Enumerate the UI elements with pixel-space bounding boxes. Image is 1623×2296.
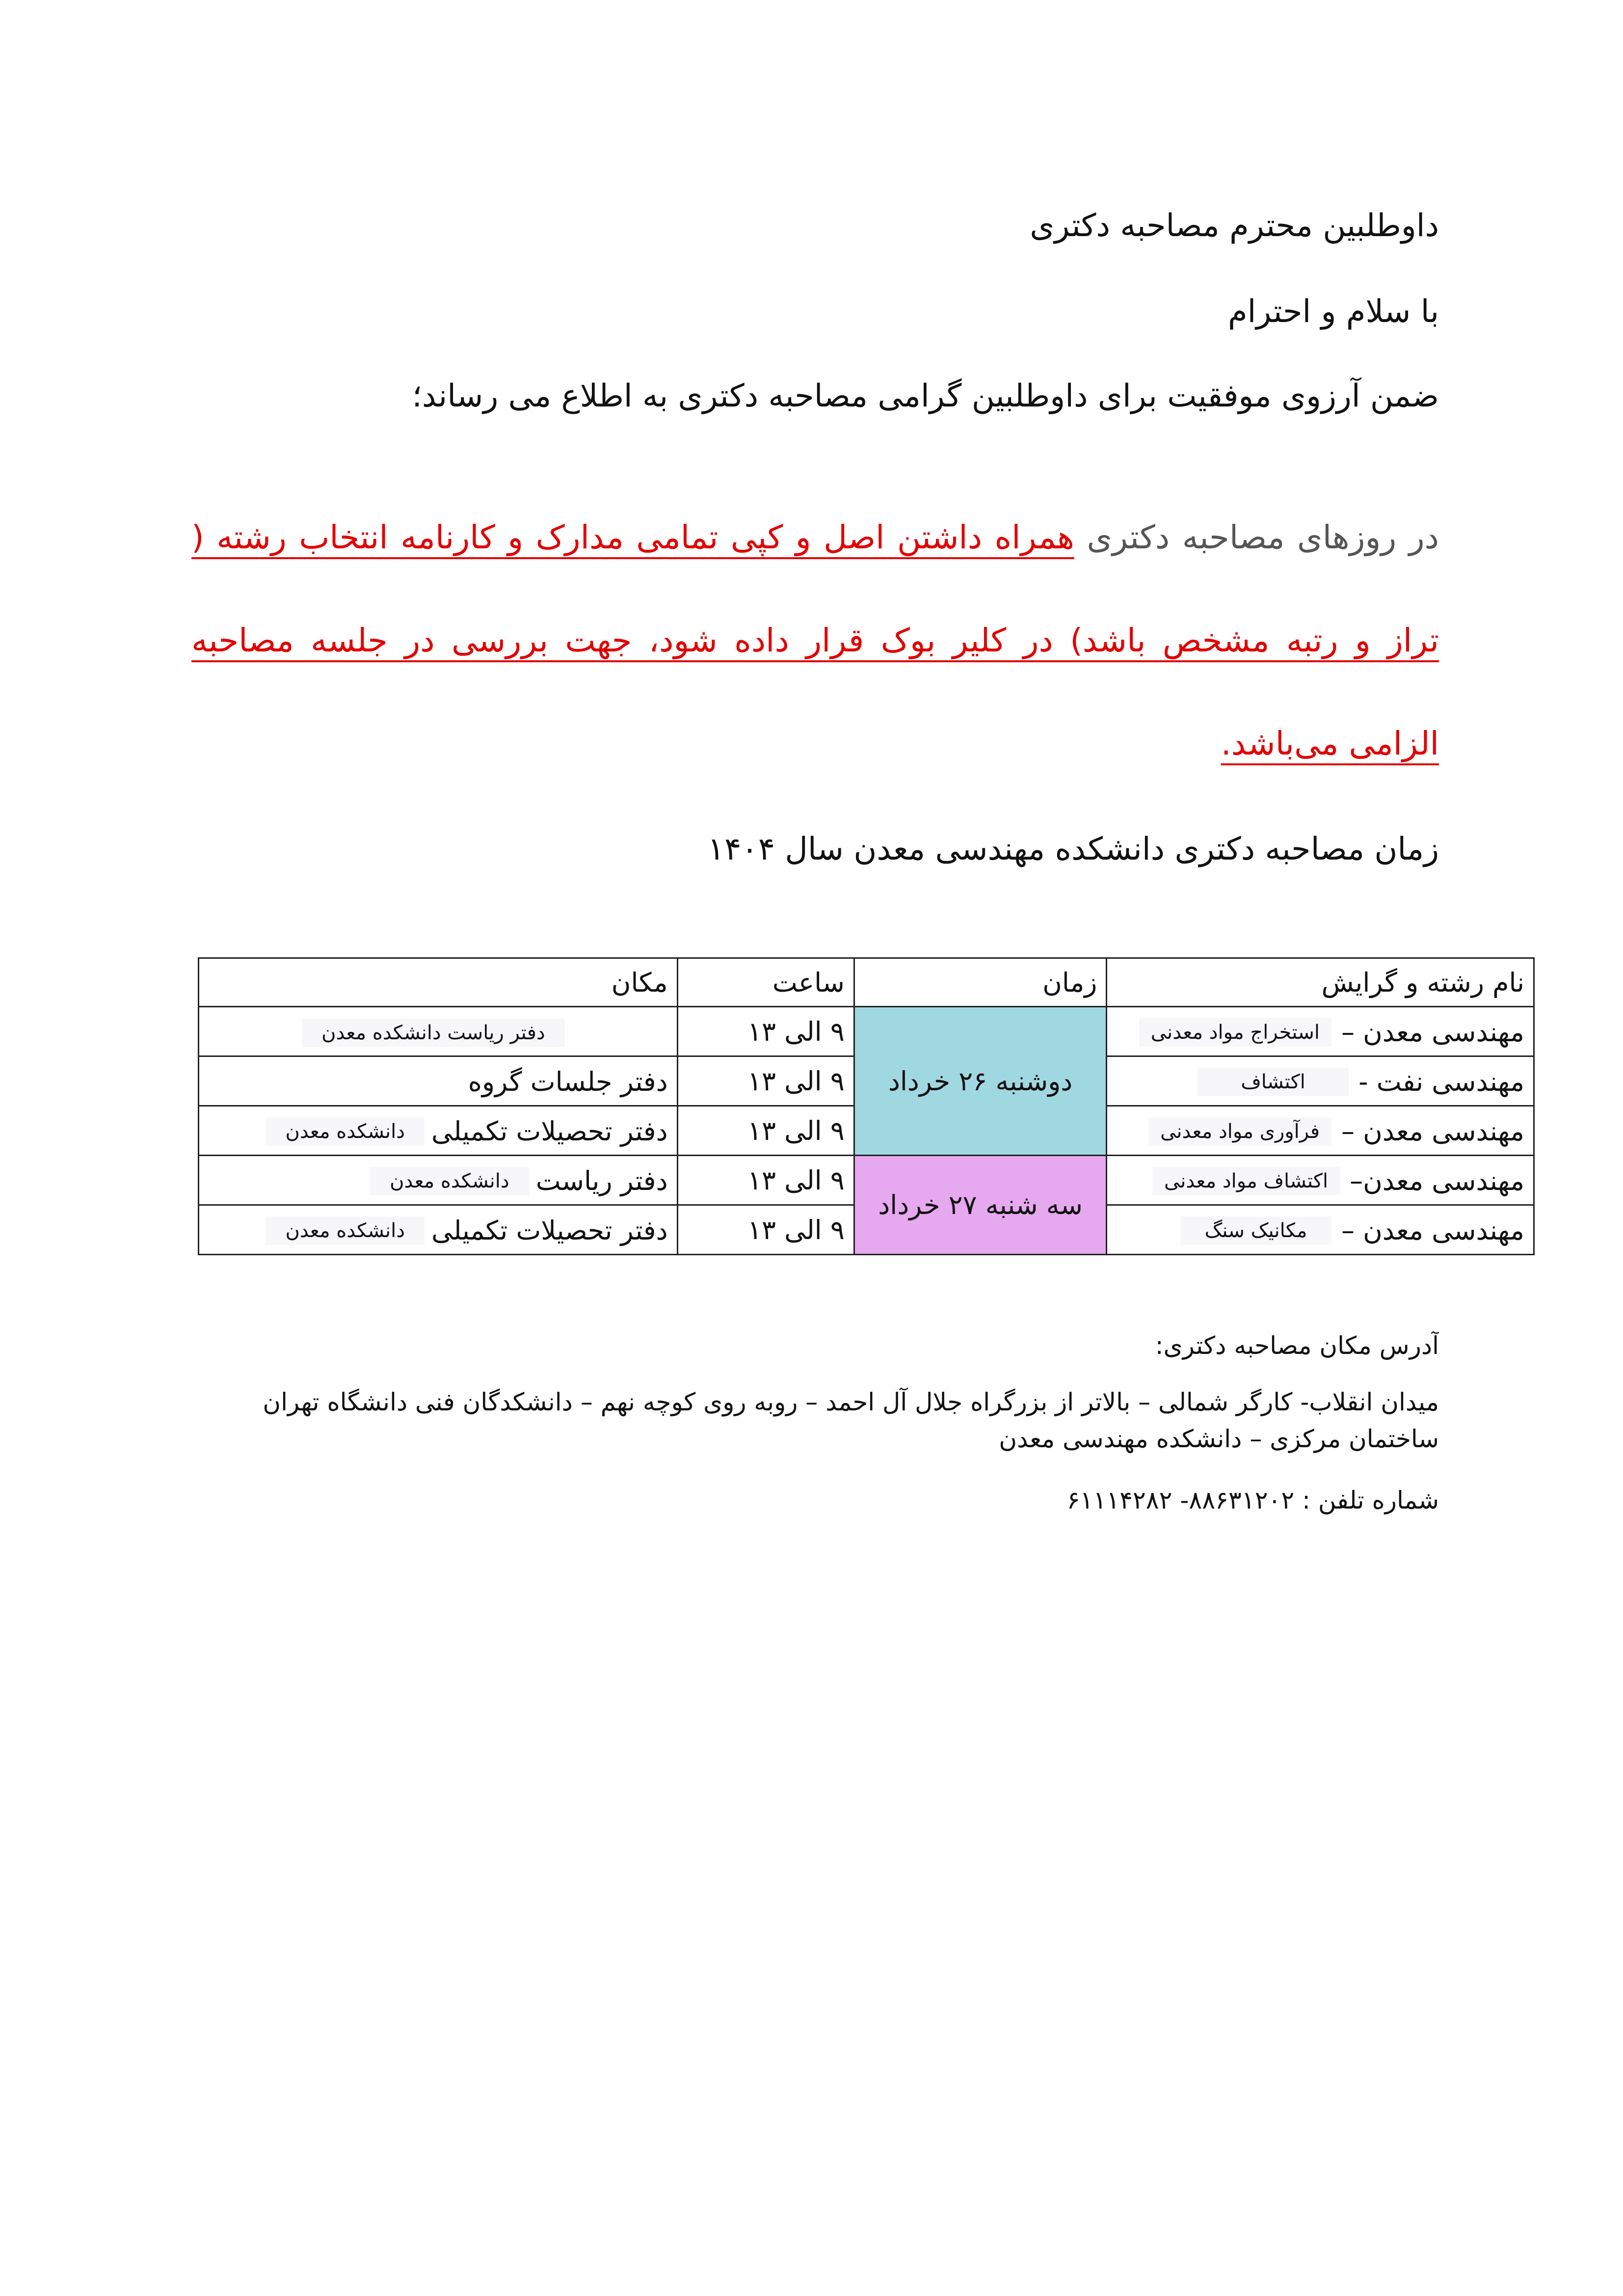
hour-cell: ۹ الی ۱۳ [677, 1205, 854, 1255]
field-cell [1107, 1007, 1534, 1056]
table-row [199, 1007, 1534, 1056]
table-row [199, 1156, 1534, 1205]
hour-cell: ۹ الی ۱۳ [677, 1056, 854, 1106]
field-name: مهندسی معدن – [1341, 1116, 1524, 1147]
address-label: آدرس مکان مصاحبه دکتری: [1155, 1331, 1439, 1360]
header-hour: ساعت [677, 958, 854, 1007]
place-cell [199, 1156, 678, 1205]
header-place: مکان [199, 958, 678, 1007]
field-name: مهندسی معدن – [1341, 1215, 1524, 1246]
field-name: مهندسی معدن – [1341, 1017, 1524, 1048]
place-name: دفتر تحصیلات تکمیلی [431, 1215, 668, 1246]
date-cell-tuesday: سه شنبه ۲۷ خرداد [854, 1156, 1107, 1255]
salutation: داوطلبین محترم مصاحبه دکتری [1030, 208, 1439, 244]
address-line-1: میدان انقلاب- کارگر شمالی – بالاتر از بزرگراه جلال آل احمد – روبه روی کوچه نهم – دانشکدگان فنی دانشگاه تهران [263, 1388, 1439, 1416]
place-detail: دانشکده معدن [266, 1216, 425, 1245]
interview-schedule-table [198, 957, 1535, 1255]
header-field: نام رشته و گرایش [1107, 958, 1534, 1007]
place-cell [199, 1056, 678, 1106]
field-cell [1107, 1156, 1534, 1205]
notice-prefix: در روزهای مصاحبه دکتری [1087, 518, 1439, 556]
field-name: مهندسی معدن– [1350, 1165, 1524, 1197]
place-name: دفتر ریاست [535, 1165, 668, 1197]
place-detail: دفتر ریاست دانشکده معدن [302, 1019, 565, 1047]
intro-text: ضمن آرزوی موفقیت برای داوطلبین گرامی مصاحبه دکتری به اطلاع می رساند؛ [412, 378, 1439, 414]
field-specialization: فرآوری مواد معدنی [1148, 1117, 1331, 1146]
schedule-title: زمان مصاحبه دکتری دانشکده مهندسی معدن سال ۱۴۰۴ [707, 831, 1439, 867]
place-cell [199, 1106, 678, 1156]
field-specialization: استخراج مواد معدنی [1139, 1018, 1331, 1047]
hour-cell: ۹ الی ۱۳ [677, 1156, 854, 1205]
field-cell [1107, 1106, 1534, 1156]
place-name: دفتر جلسات گروه [468, 1066, 668, 1098]
phone-number: شماره تلفن : ۸۸۶۳۱۲۰۲- ۶۱۱۱۴۲۸۲ [1066, 1486, 1439, 1514]
header-date: زمان [854, 958, 1107, 1007]
hour-cell: ۹ الی ۱۳ [677, 1106, 854, 1156]
field-cell [1107, 1056, 1534, 1106]
field-specialization: اکتشاف [1197, 1068, 1349, 1096]
table-header-row [199, 958, 1534, 1007]
address-line-2: ساختمان مرکزی – دانشکده مهندسی معدن [999, 1425, 1439, 1453]
greeting: با سلام و احترام [1227, 294, 1439, 330]
place-detail: دانشکده معدن [370, 1167, 529, 1195]
field-specialization: اکتشاف مواد معدنی [1152, 1167, 1340, 1195]
place-detail: دانشکده معدن [266, 1117, 425, 1146]
field-name: مهندسی نفت - [1358, 1066, 1524, 1098]
hour-cell: ۹ الی ۱۳ [677, 1007, 854, 1056]
place-cell [199, 1007, 678, 1056]
documents-notice [191, 486, 1439, 795]
place-cell [199, 1205, 678, 1255]
place-name: دفتر تحصیلات تکمیلی [431, 1116, 668, 1147]
field-specialization: مکانیک سنگ [1180, 1216, 1331, 1245]
date-cell-monday: دوشنبه ۲۶ خرداد [854, 1007, 1107, 1156]
notice-highlight: همراه داشتن اصل و کپی تمامی مدارک و کارنامه انتخاب رشته ( تراز و رتبه مشخص باشد) در کلیر بوک قرار داده شود، جهت بررسی در جلسه مصاحبه الزامی می‌باشد. [191, 518, 1439, 762]
field-cell [1107, 1205, 1534, 1255]
